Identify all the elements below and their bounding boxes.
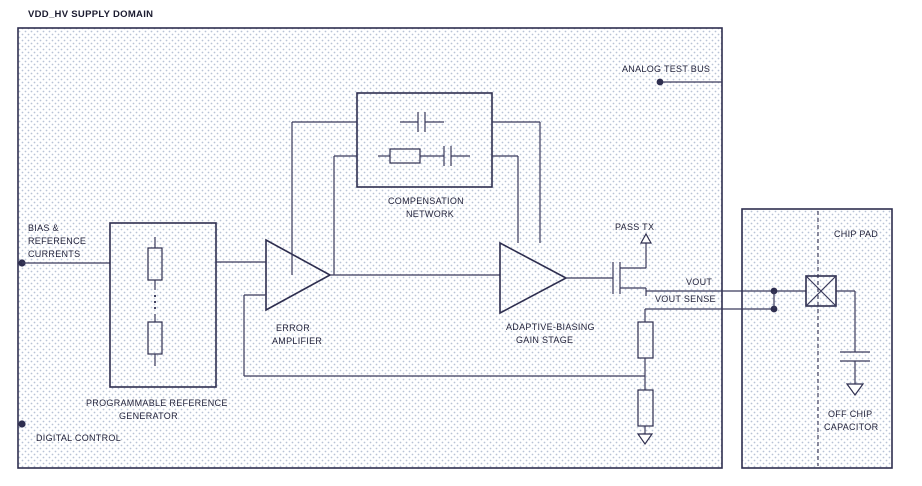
- vout-label: VOUT: [686, 277, 713, 287]
- compensation-network-label-line1: COMPENSATION: [388, 196, 464, 206]
- pass-tx-label: PASS TX: [615, 222, 655, 232]
- off-chip-capacitor-label-line2: CAPACITOR: [824, 422, 879, 432]
- bias-reference-currents-label-line3: CURRENTS: [28, 249, 81, 259]
- off-chip-capacitor-label-line1: OFF CHIP: [828, 409, 873, 419]
- ref-gen-ellipsis-dot-3: [154, 307, 156, 309]
- compensation-network-label-line2: NETWORK: [406, 209, 455, 219]
- error-amplifier-label-line1: ERROR: [276, 323, 311, 333]
- analog-test-bus-label: ANALOG TEST BUS: [622, 64, 711, 74]
- bias-reference-currents-label-line2: REFERENCE: [28, 236, 87, 246]
- adaptive-biasing-gain-stage-label-line2: GAIN STAGE: [516, 335, 574, 345]
- adaptive-biasing-gain-stage-label-line1: ADAPTIVE-BIASING: [506, 322, 595, 332]
- ref-gen-ellipsis-dot-1: [154, 295, 156, 297]
- digital-control-label: DIGITAL CONTROL: [36, 433, 122, 443]
- bias-reference-currents-label-line1: BIAS &: [28, 223, 59, 233]
- analog-test-bus-node: [657, 79, 664, 86]
- programmable-reference-generator-label-line2: GENERATOR: [119, 411, 178, 421]
- vout-sense-label: VOUT SENSE: [655, 294, 716, 304]
- ref-gen-ellipsis-dot-2: [154, 301, 156, 303]
- diagram-title: VDD_HV SUPPLY DOMAIN: [28, 9, 154, 20]
- error-amplifier-label-line2: AMPLIFIER: [272, 336, 323, 346]
- programmable-reference-generator-label-line1: PROGRAMMABLE REFERENCE: [86, 398, 228, 408]
- chip-pad-label: CHIP PAD: [834, 229, 879, 239]
- digital-control-node: [18, 420, 25, 427]
